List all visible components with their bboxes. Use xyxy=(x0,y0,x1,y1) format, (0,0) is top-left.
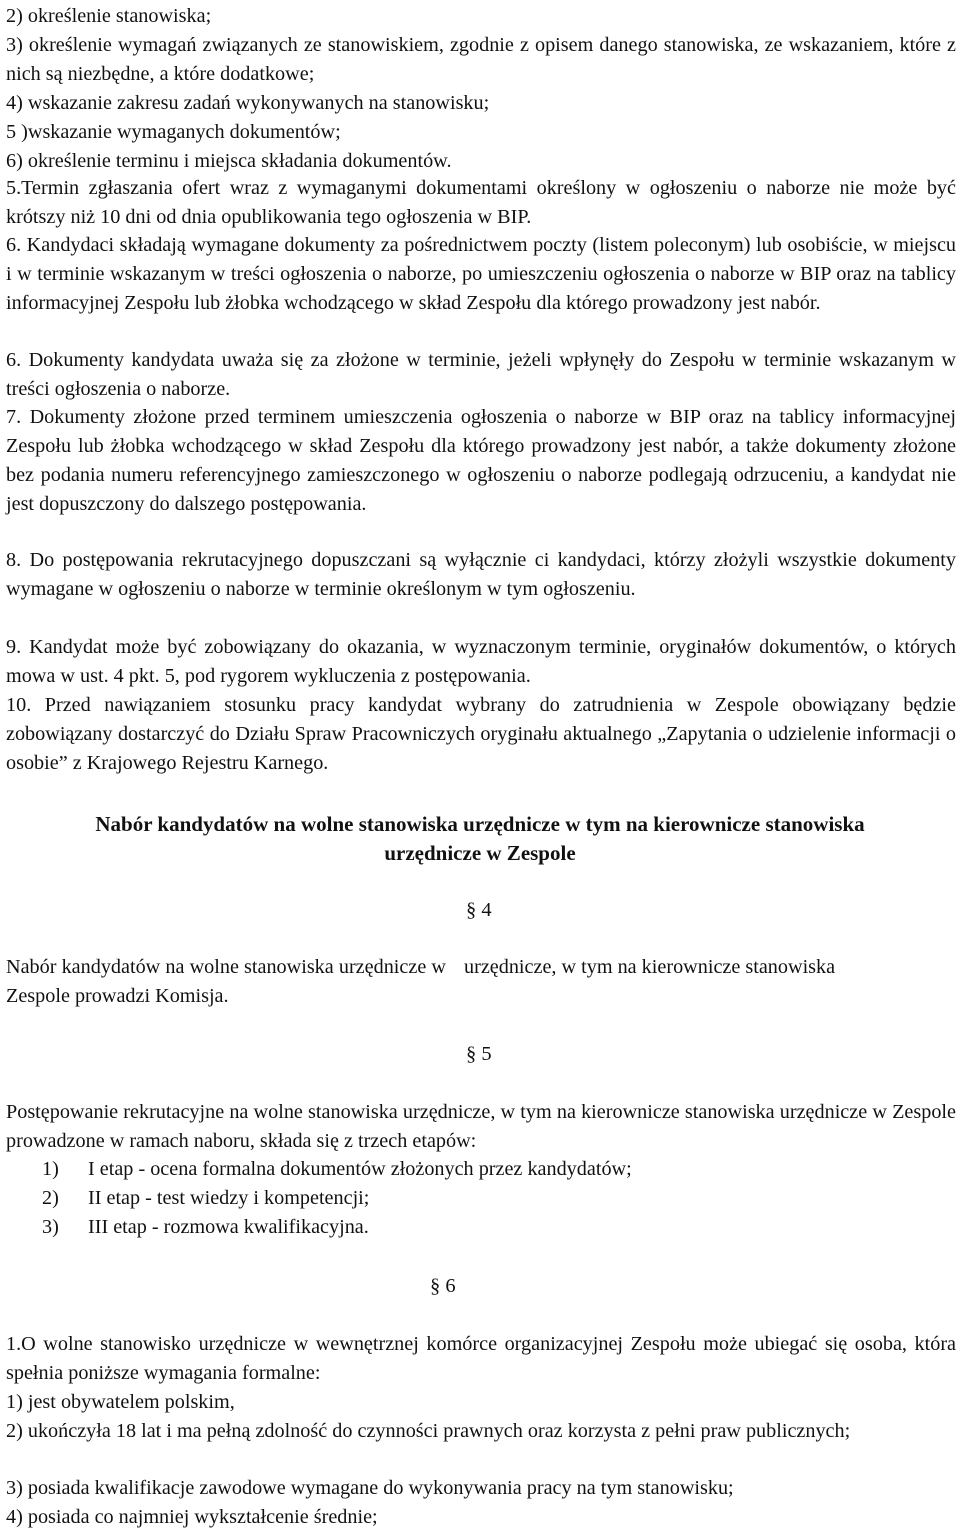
requirement-item: 3) posiada kwalifikacje zawodowe wymagane do wykonywania pracy na tym stanowisku; xyxy=(6,1477,734,1499)
list-item: 3) określenie wymagań związanych ze stanowiskiem, zgodnie z opisem danego stanowiska, ze wskazaniem, które z nich są niezbędne, a które dodatkowe; xyxy=(6,34,956,85)
paragraph-6b: 6. Dokumenty kandydata uważa się za złożone w terminie, jeżeli wpłynęły do Zespołu w terminie wskazanym w treści ogłoszenia o naborze. xyxy=(6,349,956,400)
list-item xyxy=(42,1213,369,1242)
paragraph-10: 10. Przed nawiązaniem stosunku pracy kandydat wybrany do zatrudnienia w Zespole obowiązany będzie zobowiązany dostarczyć do Działu Spraw Pracowniczych oryginału aktualnego „Zapytania o udzielenie informacji o osobie” z Krajowego Rejestru Karnego. xyxy=(6,694,956,774)
section-number-5: § 5 xyxy=(466,1043,492,1065)
paragraph-7: 7. Dokumenty złożone przed terminem umieszczenia ogłoszenia o naborze w BIP oraz na tablicy informacyjnej Zespołu lub żłobka wchodzącego w skład Zespołu dla którego prowadzony jest nabór, a także dokumenty złożone bez podania numeru referencyjnego zamieszczonego w ogłoszeniu o naborze podlegają odrzuceniu, a kandydat nie jest dopuszczony do dalszego postępowania. xyxy=(6,406,956,515)
section-6-intro: 1.O wolne stanowisko urzędnicze w wewnętrznej komórce organizacyjnej Zespołu może ubiegać się osoba, która spełnia poniższe wymagania formalne: xyxy=(6,1333,956,1384)
list-number: 1) xyxy=(42,1158,59,1180)
requirement-item: 4) posiada co najmniej wykształcenie średnie; xyxy=(6,1506,378,1528)
list-item: 2) określenie stanowiska; xyxy=(6,5,212,27)
section-4-left-text: Nabór kandydatów na wolne stanowiska urzędnicze w Zespole prowadzi Komisja. xyxy=(6,956,446,1007)
list-item xyxy=(42,1155,632,1184)
paragraph-5: 5.Termin zgłaszania ofert wraz z wymaganymi dokumentami określony w ogłoszeniu o naborze nie może być krótszy niż 10 dni od dnia opublikowania tego ogłoszenia w BIP. xyxy=(6,177,956,228)
section-heading xyxy=(0,810,960,868)
list-item: 4) wskazanie zakresu zadań wykonywanych na stanowisku; xyxy=(6,92,490,114)
paragraph-8: 8. Do postępowania rekrutacyjnego dopuszczani są wyłącznie ci kandydaci, którzy złożyli wszystkie dokumenty wymagane w ogłoszeniu o naborze w terminie określonym w tym ogłoszeniu. xyxy=(6,549,956,600)
list-number: 2) xyxy=(42,1187,59,1209)
section-number-4: § 4 xyxy=(466,899,492,921)
requirement-item: 1) jest obywatelem polskim, xyxy=(6,1391,235,1413)
section-number-6: § 6 xyxy=(430,1275,456,1297)
section-5-text: Postępowanie rekrutacyjne na wolne stanowiska urzędnicze, w tym na kierownicze stanowiska urzędnicze w Zespole prowadzone w ramach naboru, składa się z trzech etapów: xyxy=(6,1101,956,1152)
section-4-right-text: urzędnicze, w tym na kierownicze stanowiska xyxy=(464,956,836,978)
list-item: 5 )wskazanie wymaganych dokumentów; xyxy=(6,121,341,143)
list-number: 3) xyxy=(42,1216,59,1238)
list-text: I etap - ocena formalna dokumentów złożonych przez kandydatów; xyxy=(88,1158,632,1180)
paragraph-6a: 6. Kandydaci składają wymagane dokumenty za pośrednictwem poczty (listem poleconym) lub osobiście, w miejscu i w terminie wskazanym w treści ogłoszenia o naborze, po umieszczeniu ogłoszenia o naborze w BIP oraz na tablicy informacyjnej Zespołu lub żłobka wchodzącego w skład Zespołu dla którego prowadzony jest nabór. xyxy=(6,234,956,314)
heading-line-2: urzędnicze w Zespole xyxy=(384,841,576,865)
requirement-item: 2) ukończyła 18 lat i ma pełną zdolność do czynności prawnych oraz korzysta z pełni praw publicznych; xyxy=(6,1420,851,1442)
list-text: III etap - rozmowa kwalifikacyjna. xyxy=(88,1216,369,1238)
list-item xyxy=(42,1184,369,1213)
list-item: 6) określenie terminu i miejsca składania dokumentów. xyxy=(6,150,452,172)
heading-line-1: Nabór kandydatów na wolne stanowiska urzędnicze w tym na kierownicze stanowiska xyxy=(95,812,865,836)
list-text: II etap - test wiedzy i kompetencji; xyxy=(88,1187,370,1209)
paragraph-9: 9. Kandydat może być zobowiązany do okazania, w wyznaczonym terminie, oryginałów dokumentów, o których mowa w ust. 4 pkt. 5, pod rygorem wykluczenia z postępowania. xyxy=(6,636,956,687)
